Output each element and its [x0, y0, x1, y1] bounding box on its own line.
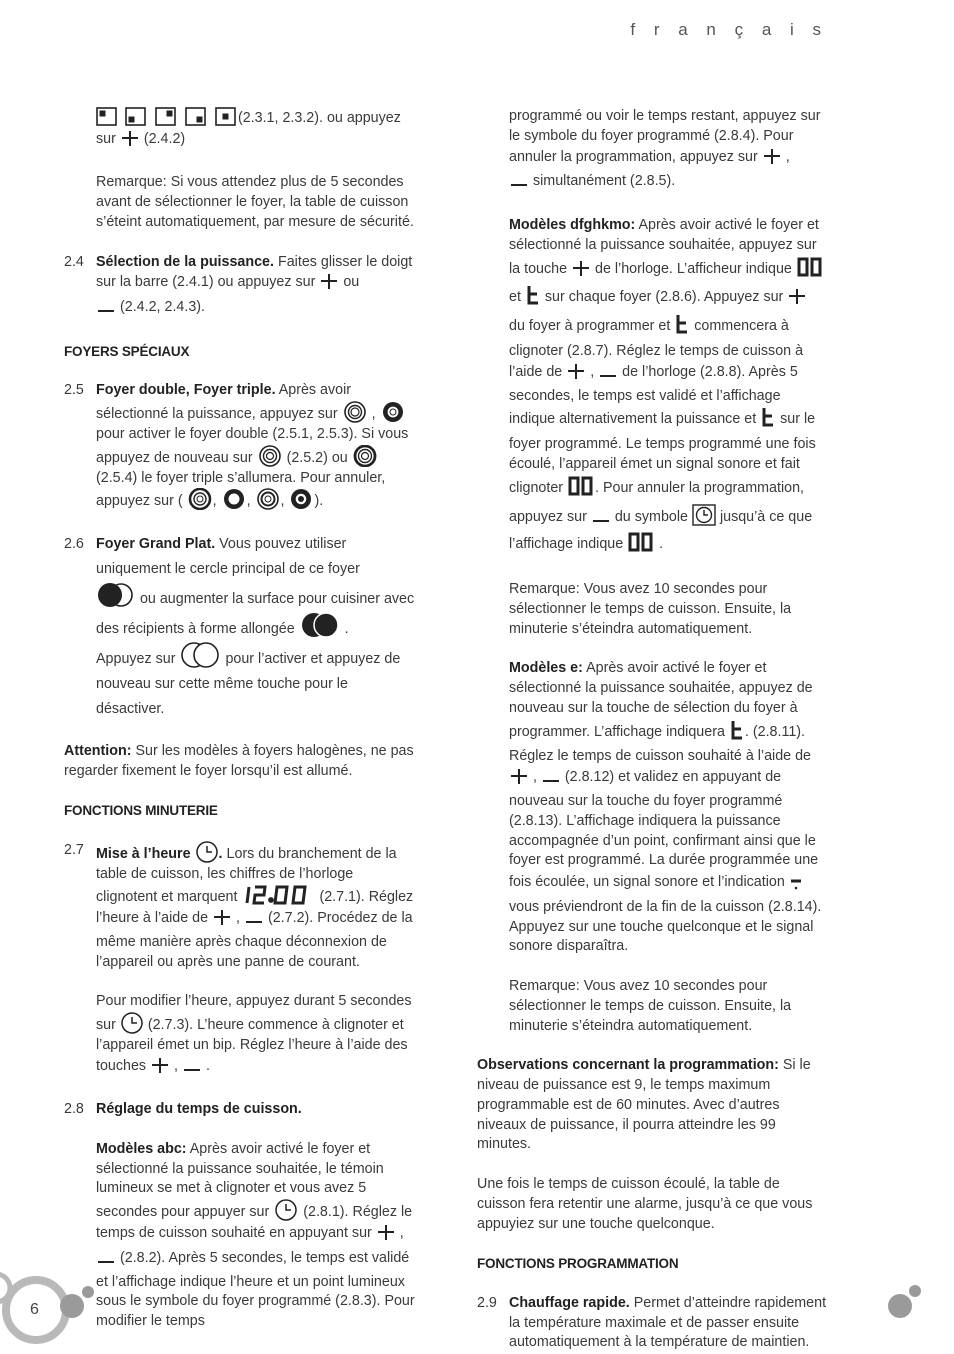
section-2-4: 2.4 Sélection de la puissance. Faites glisser le doigt sur la barre (2.4.1) ou appuyez sur ou (2.4.2, 2.4.3). — [64, 253, 416, 322]
plus-icon — [762, 147, 782, 172]
plus-icon — [376, 1223, 396, 1248]
clock-key-icon — [692, 504, 716, 526]
footer-decoration-left — [0, 1262, 110, 1354]
ring-cancel-4-icon — [288, 488, 314, 510]
double-ring-icon — [342, 401, 368, 423]
display-t-icon — [674, 313, 690, 342]
display-t-icon — [525, 284, 541, 313]
display-00-icon — [627, 531, 655, 560]
models-e-paragraph: Modèles e: Après avoir activé le foyer et sélectionné la puissance souhaitée, appuyez de nouveau sur la touche de sélection du foyer à programmer. L’affichage indiquera . (2.8.11). Réglez le temps de cuisson souhaité à l’aide de , (2.8.12) et validez en appuyant de nouveau sur la touche du foyer programmé (2.8.13). L’affichage indiquera la puissance accompagnée d’un point, confirmant ainsi que le foyer est programmé. La durée programmée une fois écoulée, un signal sonore et l’indication vous préviendront de la fin de la cuisson (2.8.14). Appuyez sur une touche quelconque et le signal sonore disparaîtra. — [509, 660, 822, 955]
right-column — [477, 107, 827, 1353]
display-end-dash-icon — [789, 871, 803, 898]
section-2-6: 2.6 Foyer Grand Plat. Vous pouvez utiliser uniquement le cercle principal de ce foyer ou augmenter la surface pour cuisiner avec des récipients à forme allongée . Appuyez sur pour l’activer et appuyez de nouveau sur cette même touche pour le désactiver. — [64, 535, 415, 717]
oval-zone-extended-icon — [299, 612, 341, 638]
page-number: 6 — [30, 1301, 39, 1318]
attention-paragraph: Attention: Sur les modèles à foyers halogènes, ne pas regarder fixement le foyer lorsqu’il est allumé. — [64, 742, 414, 779]
ring-cancel-3-icon — [255, 488, 281, 510]
plus-icon — [120, 129, 140, 154]
display-00-icon — [796, 256, 824, 285]
remark-10-seconds-2: Remarque: Vous avez 10 secondes pour sélectionner le temps de cuisson. Ensuite, la minuterie s’éteindra automatiquement. — [509, 978, 792, 1034]
zone-key-bottom-left-icon — [122, 107, 148, 127]
clock-icon — [120, 1012, 144, 1034]
section-heading-foyers: FOYERS SPÉCIAUX — [64, 343, 190, 359]
display-t-icon — [760, 406, 776, 435]
section-heading-minuterie: FONCTIONS MINUTERIE — [64, 803, 218, 819]
double-ring-outer-icon — [380, 401, 406, 423]
zone-selection-paragraph: (2.3.1, 2.3.2). ou appuyez sur (2.4.2) — [64, 107, 416, 154]
section-2-7: 2.7 Mise à l’heure . Lors du branchement de la table de cuisson, les chiffres de l’horloge clignotent et marquent (2.7.1). Réglez l’heure à l’aide de , (2.7.2). Procédez de la même manière après chaque déconnexion de l’appareil ou après une panne de courant. — [64, 841, 414, 970]
clock-icon — [273, 1199, 299, 1221]
plus-icon — [319, 272, 339, 297]
models-dfghkmo-paragraph: Modèles dfghkmo: Après avoir activé le foyer et sélectionné la puissance souhaitée, appuyez sur la touche de l’horloge. L’afficheur indique et sur chaque foyer (2.8.6). Appuyez sur du foyer à programmer et commencera à clignoter (2.8.7). Réglez le temps de cuisson à l’aide de , de l’horloge (2.8.8). Après 5 secondes, le temps est validé et l’affichage indique alternativement la puissance et sur le foyer programmé. Le temps programmé une fois écoulé, l’appareil émet un signal sonore et fait clignoter . Pour annuler la programmation, appuyez sur du symbole jusqu’à ce que l’affichage indique . — [477, 216, 827, 560]
minus-icon — [182, 1056, 202, 1081]
minus-icon — [598, 362, 618, 387]
modify-time-paragraph: Pour modifier l’heure, appuyez durant 5 secondes sur (2.7.3). L’heure commence à clignoter et l’appareil émet un bip. Réglez l’heure à l’aide des touches , . — [64, 992, 416, 1080]
left-column — [64, 107, 416, 1332]
clock-icon — [195, 841, 219, 863]
minus-icon — [509, 171, 529, 196]
remark-security: Remarque: Si vous attendez plus de 5 secondes avant de sélectionner le foyer, la table de cuisson s’éteint automatiquement, par mesure de sécurité. — [96, 174, 414, 230]
ring-cancel-2-icon — [221, 488, 247, 510]
zone-key-top-left-icon — [96, 107, 118, 127]
remark-10-seconds-1: Remarque: Vous avez 10 secondes pour sélectionner le temps de cuisson. Ensuite, la minuterie s’éteindra automatiquement. — [509, 580, 792, 637]
plus-icon — [566, 362, 586, 387]
section-2-8: 2.8 Réglage du temps de cuisson. — [64, 1101, 302, 1118]
minus-icon — [244, 908, 264, 933]
plus-icon — [212, 908, 232, 933]
zone-key-top-right-icon — [152, 107, 178, 127]
plus-icon — [509, 767, 529, 792]
zone-key-center-icon — [212, 107, 238, 127]
plus-icon — [150, 1056, 170, 1081]
minus-icon — [541, 767, 561, 792]
zone-key-bottom-right-icon — [182, 107, 208, 127]
footer-decoration-right — [880, 1280, 930, 1330]
display-00-icon — [567, 475, 595, 504]
section-heading-programmation: FONCTIONS PROGRAMMATION — [477, 1256, 679, 1272]
oval-zone-main-icon — [96, 582, 136, 608]
triple-ring-icon — [257, 445, 283, 467]
triple-ring-outer-icon — [352, 445, 378, 467]
language-header: f r a n ç a i s — [630, 20, 828, 39]
minus-icon — [96, 297, 116, 322]
display-t-icon — [729, 719, 745, 748]
minus-icon — [591, 507, 611, 532]
clock-display-1200 — [241, 884, 315, 906]
plus-icon — [787, 287, 807, 312]
plus-icon — [571, 259, 591, 284]
models-abc-paragraph: Modèles abc: Après avoir activé le foyer et sélectionné la puissance souhaitée, le témoin lumineux se met à clignoter et vous avez 5 secondes pour appuyer sur (2.8.1). Réglez le temps de cuisson souhaité en appuyant sur , (2.8.2). Après 5 secondes, le temps est validé et l’affichage indique l’heure et un point lumineux sous le symbole du foyer programmé (2.8.3). Pour modifier le temps — [96, 1140, 415, 1330]
alarm-paragraph: Une fois le temps de cuisson écoulé, la table de cuisson fera retentir une alarme, jusqu’à ce que vous appuyiez sur une touche quelconque. — [477, 1176, 813, 1232]
section-2-9: 2.9 Chauffage rapide. Permet d’atteindre rapidement la température maximale et de passer ensuite automatiquement à la température de maintien. — [477, 1294, 827, 1351]
section-2-5: 2.5 Foyer double, Foyer triple. Après avoir sélectionné la puissance, appuyez sur , pour activer le foyer double (2.5.1, 2.5.3). Si vous appuyez de nouveau sur (2.5.2) ou (2.5.4) le foyer triple s’allumera. Pour annuler, appuyez sur ( , , , ). — [64, 382, 409, 510]
ring-cancel-1-icon — [187, 488, 213, 510]
oval-zone-key-icon — [179, 642, 221, 668]
observations-paragraph: Observations concernant la programmation: Si le niveau de puissance est 9, le temps maximum programmable est de 60 minutes. Avec d’autres niveaux de puissance, il pourra atteindre les 99 minutes. — [477, 1057, 811, 1153]
models-abc-continued: programmé ou voir le temps restant, appuyez sur le symbole du foyer programmé (2.8.4). Pour annuler la programmation, appuyez sur , simultanément (2.8.5). — [477, 107, 827, 196]
